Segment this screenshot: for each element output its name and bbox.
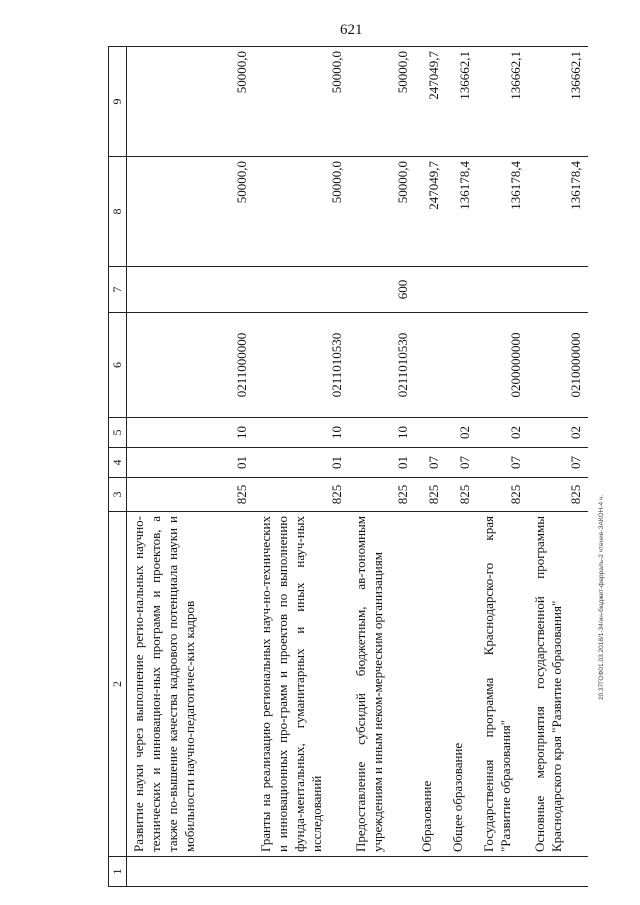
cell-col-8: 247049,7	[415, 157, 446, 267]
header-col-7: 7	[109, 267, 127, 313]
cell-col-4: 01	[254, 448, 349, 478]
cell-col-9: 136662,1	[528, 47, 588, 157]
cell-col-8: 136178,4	[528, 157, 588, 267]
header-col-9: 9	[109, 47, 127, 157]
cell-col-9: 247049,7	[415, 47, 446, 157]
cell-col-3: 825	[477, 478, 529, 512]
cell-col-4: 07	[477, 448, 529, 478]
cell-col-3: 825	[446, 478, 477, 512]
cell-col-9: 50000,0	[254, 47, 349, 157]
cell-col-5: 02	[477, 418, 529, 448]
cell-col-5: 10	[349, 418, 415, 448]
cell-col-2: Общее образование	[446, 512, 477, 857]
cell-col-7	[127, 267, 255, 313]
header-row	[109, 47, 127, 887]
cell-col-4: 07	[446, 448, 477, 478]
cell-col-7	[415, 267, 446, 313]
cell-col-6: 0211010530	[254, 313, 349, 418]
cell-col-4: 01	[127, 448, 255, 478]
table-row	[528, 47, 588, 887]
table-row	[477, 47, 529, 887]
cell-col-4: 01	[349, 448, 415, 478]
cell-col-3: 825	[528, 478, 588, 512]
cell-col-3: 825	[349, 478, 415, 512]
cell-col-1	[446, 857, 477, 887]
header-col-5: 5	[109, 418, 127, 448]
cell-col-8: 50000,0	[349, 157, 415, 267]
cell-col-1	[528, 857, 588, 887]
cell-col-2: Государственная программа Краснодарско-го края "Развитие образования"	[477, 512, 529, 857]
cell-col-4: 07	[415, 448, 446, 478]
cell-col-7	[477, 267, 529, 313]
cell-col-2: Предоставление субсидий бюджетным, ав-тономным учреждениям и иным неком-мерческим организациям	[349, 512, 415, 857]
cell-col-1	[477, 857, 529, 887]
cell-col-8: 136178,4	[446, 157, 477, 267]
cell-col-7: 600	[349, 267, 415, 313]
cell-col-6	[415, 313, 446, 418]
cell-col-5: 10	[127, 418, 255, 448]
header-col-6: 6	[109, 313, 127, 418]
page-number: 621	[340, 22, 363, 38]
cell-col-9: 50000,0	[349, 47, 415, 157]
cell-col-1	[127, 857, 255, 887]
header-col-3: 3	[109, 478, 127, 512]
header-col-4: 4	[109, 448, 127, 478]
cell-col-5: 02	[528, 418, 588, 448]
cell-col-9: 136662,1	[446, 47, 477, 157]
cell-col-8: 50000,0	[127, 157, 255, 267]
cell-col-5: 10	[254, 418, 349, 448]
cell-col-3: 825	[254, 478, 349, 512]
cell-col-9: 50000,0	[127, 47, 255, 157]
header-col-2: 2	[109, 512, 127, 857]
cell-col-6: 0210000000	[528, 313, 588, 418]
cell-col-2: Гранты на реализацию региональных науч-но-технических и инновационных про-грамм и проектов по выполнению фунда-ментальных, гуманитарных и иных науч-ных исследований	[254, 512, 349, 857]
cell-col-6	[446, 313, 477, 418]
cell-col-7	[446, 267, 477, 313]
cell-col-3: 825	[415, 478, 446, 512]
rotated-table-container	[108, 47, 588, 887]
cell-col-5	[415, 418, 446, 448]
table-row	[415, 47, 446, 887]
header-col-8: 8	[109, 157, 127, 267]
cell-col-1	[349, 857, 415, 887]
file-path-note: 20.37ГОФ01.03.2018/1-34/ин-бюджет-ферраль-2 чтение-ЗАКОН-4 ч.	[598, 494, 605, 700]
cell-col-8: 50000,0	[254, 157, 349, 267]
cell-col-2: Образование	[415, 512, 446, 857]
cell-col-9: 136662,1	[477, 47, 529, 157]
cell-col-5: 02	[446, 418, 477, 448]
cell-col-6: 0211010530	[349, 313, 415, 418]
cell-col-4: 07	[528, 448, 588, 478]
cell-col-8: 136178,4	[477, 157, 529, 267]
cell-col-7	[254, 267, 349, 313]
cell-col-7	[528, 267, 588, 313]
budget-table	[108, 46, 588, 887]
cell-col-6: 0211000000	[127, 313, 255, 418]
cell-col-1	[254, 857, 349, 887]
cell-col-2: Развитие науки через выполнение регио-нальных научно-технических и инновацион-ных программ и проектов, а также по-вышение качества кадрового потенциала науки и мобильности научно-педагогичес-ких кадров	[127, 512, 255, 857]
cell-col-6: 0200000000	[477, 313, 529, 418]
table-row	[127, 47, 255, 887]
table-row	[349, 47, 415, 887]
cell-col-3: 825	[127, 478, 255, 512]
table-row	[254, 47, 349, 887]
cell-col-1	[415, 857, 446, 887]
cell-col-2: Основные мероприятия государственной программы Краснодарского края "Развитие образования"	[528, 512, 588, 857]
table-row	[446, 47, 477, 887]
header-col-1: 1	[109, 857, 127, 887]
